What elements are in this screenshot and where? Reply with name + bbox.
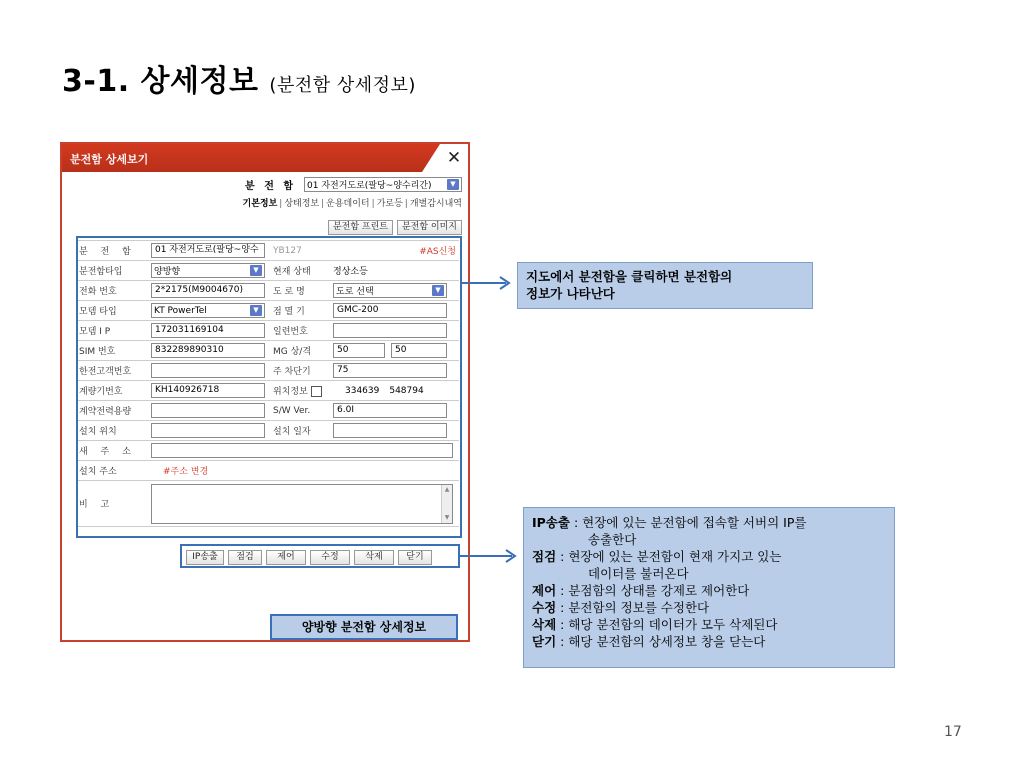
edit-button[interactable]: 수정 [310, 550, 350, 565]
callout-term: 점검 [532, 549, 557, 564]
modem-type-value: KT PowerTel [154, 305, 207, 316]
scroll-up-icon: ▲ [444, 485, 450, 493]
modem-ip-field[interactable]: 172031169104 [151, 323, 265, 338]
dialog-caption: 양방향 분전함 상세정보 [270, 614, 458, 640]
modem-type-label: 모뎀 타입 [76, 301, 148, 321]
phone-label: 전화 번호 [76, 281, 148, 301]
box-selector-label: 분 전 함 [245, 181, 296, 192]
tab-streetlight[interactable]: 가로등 [376, 199, 403, 209]
image-button[interactable]: 분전함 이미지 [397, 220, 462, 235]
tab-separator: | [321, 199, 325, 209]
callout-desc-cont: 데이터를 불러온다 [588, 566, 689, 581]
callout-item-control: 제어 : 분점함의 상태를 강제로 제어한다 [532, 583, 750, 598]
meter-field[interactable]: KH140926718 [151, 383, 265, 398]
install-address-label: 설치 주소 [76, 461, 148, 481]
ip-send-button[interactable]: IP송출 [186, 550, 224, 565]
slide-subtitle: (분전함 상세정보) [269, 75, 416, 96]
callout-desc-cont: 송출한다 [588, 532, 637, 547]
sw-field[interactable]: 6.0I [333, 403, 447, 418]
road-label: 도 로 명 [270, 281, 330, 301]
callout-desc: 분전함의 정보를 수정한다 [568, 600, 710, 615]
map-callout-line: 정보가 나타난다 [526, 286, 615, 301]
serial-label: 일련번호 [270, 321, 330, 341]
chevron-down-icon: ▼ [250, 305, 262, 316]
tab-status-info[interactable]: 상태정보 [284, 199, 320, 209]
sw-label: S/W Ver. [270, 401, 330, 421]
callout-desc: 현장에 있는 분전함이 현재 가지고 있는 [568, 549, 782, 564]
road-value: 도로 선택 [336, 287, 374, 297]
callout-item-inspect: 점검 : 현장에 있는 분전함이 현재 가지고 있는 [532, 549, 782, 564]
scroll-down-icon: ▼ [444, 513, 450, 521]
install-date-label: 설치 일자 [270, 421, 330, 441]
main-breaker-label: 주 차단기 [270, 361, 330, 381]
mg-phase-field[interactable]: 50 [333, 343, 385, 358]
callout-item-delete: 삭제 : 해당 분전함의 데이터가 모두 삭제된다 [532, 617, 778, 632]
mg-break-field[interactable]: 50 [391, 343, 447, 358]
phone-field[interactable]: 2*2175(M9004670) [151, 283, 265, 298]
print-button[interactable]: 분전함 프린트 [328, 220, 393, 235]
callout-term: IP송출 [532, 515, 570, 530]
callout-term: 수정 [532, 600, 557, 615]
tab-separator: | [404, 199, 408, 209]
callout-item-ip-send: IP송출 : 현장에 있는 분전함에 접속할 서버의 IP를 [532, 515, 807, 530]
map-callout [517, 262, 813, 309]
location-label: 위치정보 [273, 387, 308, 397]
slide-title-main: 3-1. 상세정보 [62, 64, 259, 99]
address-change-link[interactable]: #주소 변경 [163, 467, 209, 477]
callout-desc: 분점함의 상태를 강제로 제어한다 [568, 583, 750, 598]
callout-term: 닫기 [532, 634, 557, 649]
chevron-down-icon: ▼ [432, 285, 444, 296]
close-button[interactable]: 닫기 [398, 550, 432, 565]
map-callout-line: 지도에서 분전함을 클릭하면 분전함의 [526, 269, 733, 284]
dialog-title: 분전함 상세보기 [70, 153, 149, 166]
location-y: 548794 [389, 385, 424, 396]
page-number: 17 [944, 724, 962, 740]
box-name-field[interactable]: 01 자전거도로(팔당~양수 [151, 243, 265, 258]
location-x: 334639 [345, 385, 380, 396]
main-breaker-field[interactable]: 75 [333, 363, 447, 378]
box-type-value: 양방향 [154, 267, 181, 277]
chevron-down-icon: ▼ [250, 265, 262, 276]
chevron-down-icon: ▼ [447, 179, 459, 190]
dimmer-field[interactable]: GMC-200 [333, 303, 447, 318]
status-label: 현재 상태 [270, 261, 330, 281]
dimmer-label: 점 멸 기 [270, 301, 330, 321]
control-button[interactable]: 제어 [266, 550, 306, 565]
callout-item-close: 닫기 : 해당 분전함의 상세정보 창을 닫는다 [532, 634, 766, 649]
callout-desc: 해당 분전함의 데이터가 모두 삭제된다 [568, 617, 778, 632]
as-request-link[interactable]: #AS신청 [419, 247, 456, 257]
delete-button[interactable]: 삭제 [354, 550, 394, 565]
kepco-label: 한전고객번호 [76, 361, 148, 381]
inspect-button[interactable]: 점검 [228, 550, 262, 565]
meter-label: 계량기번호 [76, 381, 148, 401]
callout-desc: 해당 분전함의 상세정보 창을 닫는다 [568, 634, 766, 649]
modem-ip-label: 모뎀 I P [76, 321, 148, 341]
mg-label: MG 상/격 [270, 341, 330, 361]
new-address-label: 새 주 소 [76, 441, 148, 461]
box-name-label: 분 전 함 [76, 241, 148, 261]
tab-basic-info[interactable]: 기본정보 [242, 199, 278, 209]
install-place-label: 설치 위치 [76, 421, 148, 441]
sim-field[interactable]: 832289890310 [151, 343, 265, 358]
tab-individual-monitoring[interactable]: 개별감시내역 [409, 199, 462, 209]
tab-separator: | [279, 199, 283, 209]
sim-label: SIM 번호 [76, 341, 148, 361]
memo-label: 비 고 [76, 481, 148, 527]
callout-item-edit: 수정 : 분전함의 정보를 수정한다 [532, 600, 710, 615]
status-value: 정상소등 [330, 261, 459, 281]
callout-term: 삭제 [532, 617, 557, 632]
tab-operation-data[interactable]: 운용데이터 [326, 199, 370, 209]
contract-label: 계약전력용량 [76, 401, 148, 421]
box-code: YB127 [273, 245, 302, 256]
box-type-label: 분전함타입 [76, 261, 148, 281]
callout-desc: 현장에 있는 분전함에 접속할 서버의 IP를 [582, 515, 807, 530]
tab-separator: | [371, 199, 375, 209]
box-selector-value: 01 자전거도로(팔당~양수리간) [307, 181, 432, 191]
callout-term: 제어 [532, 583, 557, 598]
buttons-callout [523, 507, 895, 668]
close-icon[interactable]: ✕ [440, 144, 468, 172]
